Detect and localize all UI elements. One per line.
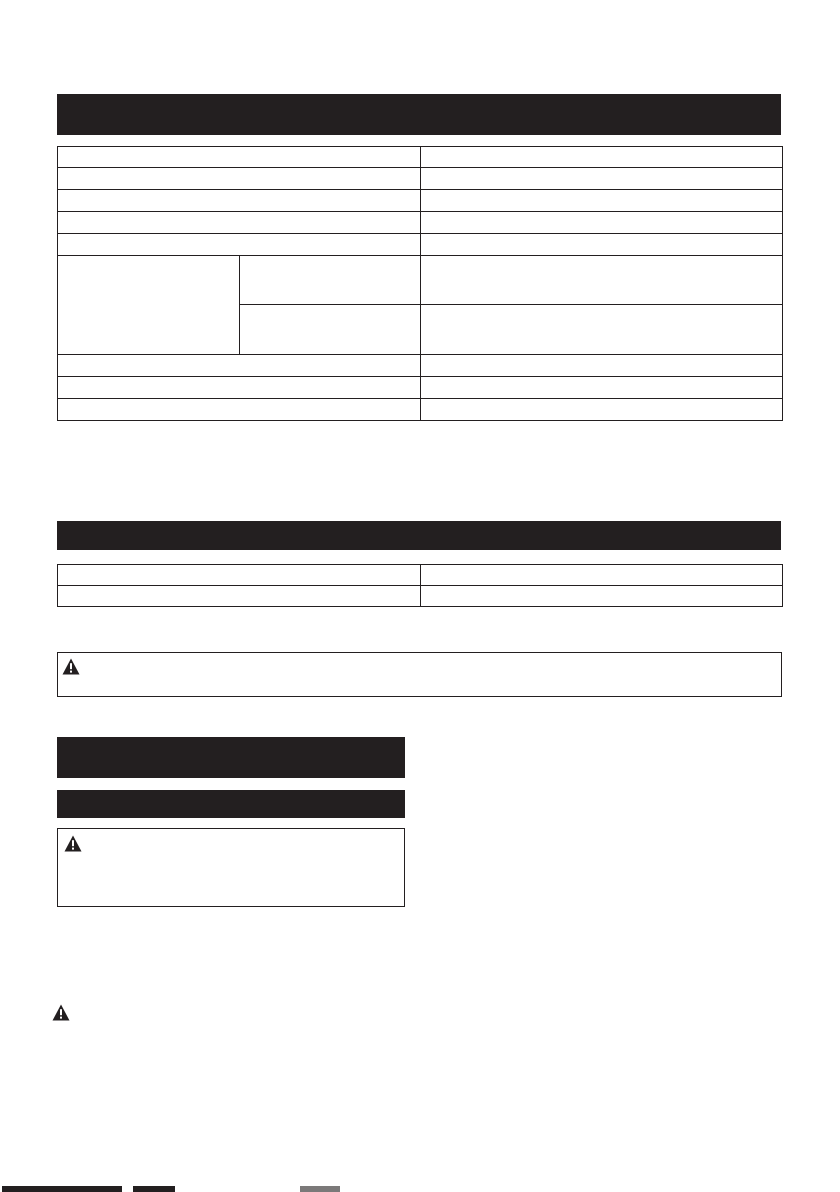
table-row (58, 212, 783, 234)
notice-box (57, 652, 782, 697)
footer-cropped-bar (133, 1186, 175, 1192)
spec-sub-label-cell (240, 256, 421, 305)
spec-value-cell (421, 256, 783, 305)
safety-heading-band (57, 737, 405, 778)
spec-value-cell (421, 168, 783, 190)
warning-triangle-icon (52, 1004, 70, 1021)
table-row (58, 190, 783, 212)
spec-label-cell (58, 399, 421, 421)
spec-value-cell (421, 377, 783, 399)
table-row (58, 256, 783, 305)
spec-value-cell (421, 190, 783, 212)
table-row (58, 147, 783, 168)
footer-cropped-text (2, 1186, 122, 1192)
battery-value-cell (421, 586, 783, 607)
spec-value-cell (421, 355, 783, 377)
table-row (58, 377, 783, 399)
spec-label-cell (58, 168, 421, 190)
specifications-heading-band (57, 94, 781, 135)
table-row (58, 399, 783, 421)
spec-label-cell (58, 212, 421, 234)
spec-sub-label-cell (240, 305, 421, 355)
spec-value-cell (421, 212, 783, 234)
spec-label-cell (58, 355, 421, 377)
spec-group-label-cell (58, 256, 240, 355)
battery-heading-band (57, 521, 781, 550)
safety-warning-box (57, 828, 405, 907)
table-row (58, 586, 783, 607)
battery-label-cell (58, 565, 421, 586)
battery-value-cell (421, 565, 783, 586)
spec-label-cell (58, 234, 421, 256)
specifications-table (57, 146, 783, 421)
spec-value-cell (421, 305, 783, 355)
spec-label-cell (58, 147, 421, 168)
warning-triangle-icon (64, 835, 82, 852)
safety-subheading-band (57, 790, 405, 818)
table-row (58, 234, 783, 256)
footer-cropped-mark (300, 1186, 340, 1192)
battery-label-cell (58, 586, 421, 607)
spec-label-cell (58, 190, 421, 212)
spec-value-cell (421, 399, 783, 421)
spec-value-cell (421, 234, 783, 256)
table-row (58, 168, 783, 190)
table-row (58, 565, 783, 586)
spec-label-cell (58, 377, 421, 399)
battery-table (57, 564, 783, 607)
warning-triangle-icon (62, 658, 80, 675)
spec-value-cell (421, 147, 783, 168)
table-row (58, 355, 783, 377)
